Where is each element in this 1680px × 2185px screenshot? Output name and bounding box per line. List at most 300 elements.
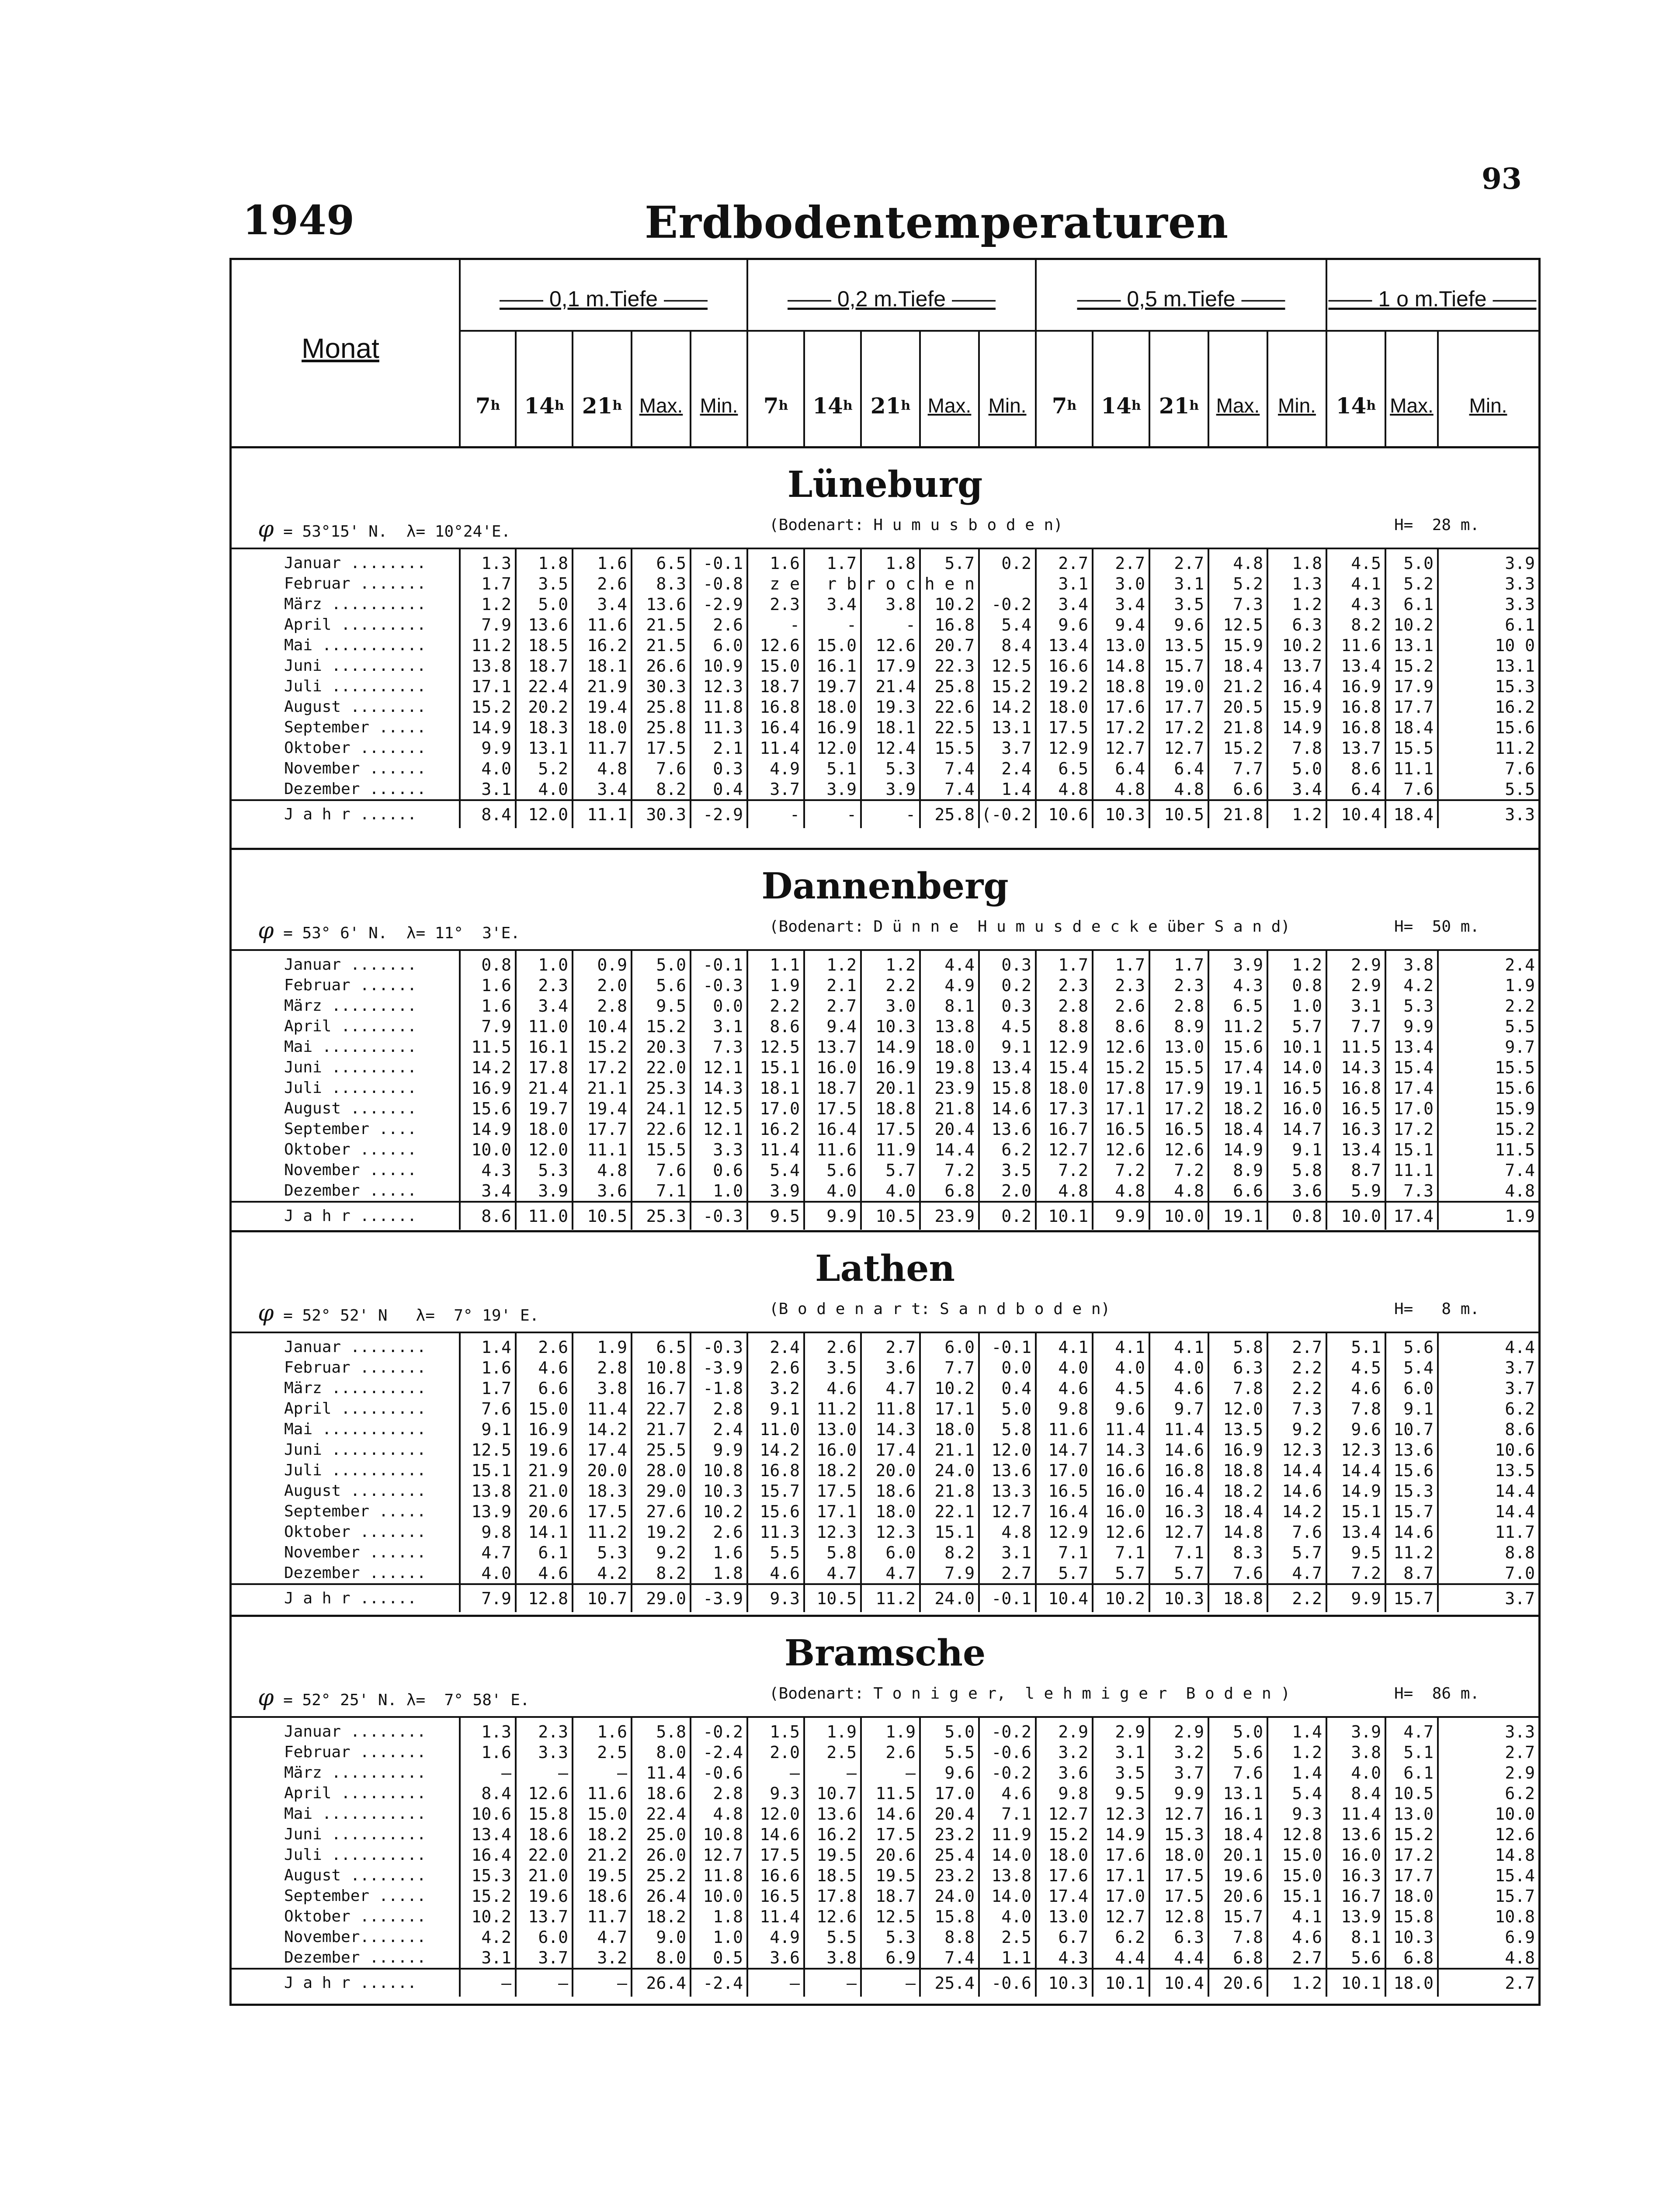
month-row bbox=[232, 975, 1538, 995]
temp-cell: 15.2 bbox=[573, 1037, 632, 1057]
month-label: Juli ......... bbox=[284, 1079, 417, 1097]
temp-cell: 19.4 bbox=[573, 697, 632, 717]
temp-cell: 8.8 bbox=[920, 1927, 979, 1947]
month-label: April ........ bbox=[284, 1017, 417, 1035]
temp-cell: 22.6 bbox=[632, 1119, 691, 1139]
temp-cell: 1.2 bbox=[861, 951, 920, 975]
temp-cell: 18.1 bbox=[573, 656, 632, 676]
temp-cell: 15.2 bbox=[632, 1016, 691, 1037]
temp-cell: 3.8 bbox=[804, 1947, 861, 1969]
temp-cell: 9.5 bbox=[1093, 1783, 1149, 1803]
temp-cell: 2.1 bbox=[691, 738, 747, 758]
temp-cell: 3.4 bbox=[573, 594, 632, 614]
temp-cell: 9.8 bbox=[1036, 1398, 1093, 1419]
temp-cell: 14.2 bbox=[1267, 1501, 1326, 1522]
temp-cell: 20.3 bbox=[632, 1037, 691, 1057]
month-label: August ........ bbox=[284, 1866, 427, 1884]
temp-cell: 3.9 bbox=[1208, 951, 1267, 975]
column-header: 14 h bbox=[1101, 392, 1141, 419]
temp-cell: 2.2 bbox=[1267, 1584, 1326, 1612]
temp-cell: 14.2 bbox=[979, 697, 1036, 717]
temp-cell: 9.9 bbox=[1326, 1584, 1385, 1612]
temp-cell: 1.9 bbox=[747, 975, 804, 995]
temp-cell: — bbox=[804, 1969, 861, 1997]
temp-cell: 20.6 bbox=[1208, 1969, 1267, 1997]
temp-cell: 13.4 bbox=[1036, 635, 1093, 656]
temp-cell: 9.5 bbox=[747, 1202, 804, 1230]
temp-cell: 3.5 bbox=[1149, 594, 1208, 614]
temp-cell: 14.2 bbox=[460, 1057, 516, 1078]
temp-cell: 4.7 bbox=[1385, 1718, 1438, 1742]
temp-cell: 13.5 bbox=[1438, 1460, 1538, 1481]
temp-cell: 5.0 bbox=[516, 594, 573, 614]
column-header: Min. bbox=[1278, 394, 1316, 417]
temp-cell: 1.4 bbox=[1267, 1718, 1326, 1742]
temp-cell: 15.4 bbox=[1036, 1057, 1093, 1078]
temp-cell: 23.9 bbox=[920, 1202, 979, 1230]
temp-cell: 0.3 bbox=[979, 951, 1036, 975]
temp-cell: 8.8 bbox=[1036, 1016, 1093, 1037]
temp-cell: 11.4 bbox=[747, 1906, 804, 1927]
temp-cell: 9.6 bbox=[1326, 1419, 1385, 1439]
station-height: H= 50 m. bbox=[1394, 918, 1480, 936]
temp-cell: 15.6 bbox=[1208, 1037, 1267, 1057]
temp-cell: 12.7 bbox=[979, 1501, 1036, 1522]
station-height: H= 28 m. bbox=[1394, 516, 1480, 534]
temp-cell: 1.7 bbox=[1149, 951, 1208, 975]
depth-group-header bbox=[460, 286, 747, 312]
temp-cell: 13.9 bbox=[1326, 1906, 1385, 1927]
temp-cell: 7.6 bbox=[1208, 1762, 1267, 1783]
temp-cell: 10.4 bbox=[573, 1016, 632, 1037]
temp-cell: 15.6 bbox=[460, 1098, 516, 1119]
temp-cell: 3.0 bbox=[861, 995, 920, 1016]
temp-cell: 5.0 bbox=[1208, 1718, 1267, 1742]
temp-cell: 3.3 bbox=[1438, 800, 1538, 828]
soil-type: (B o d e n a r t: S a n d b o d e n) bbox=[769, 1300, 1111, 1318]
temp-cell: 7.1 bbox=[1093, 1542, 1149, 1563]
temp-cell: 16.0 bbox=[1093, 1501, 1149, 1522]
temp-cell: 5.6 bbox=[1385, 1333, 1438, 1357]
temp-cell: 6.6 bbox=[1208, 1180, 1267, 1202]
temp-cell: 2.4 bbox=[979, 758, 1036, 779]
month-row bbox=[232, 1886, 1538, 1906]
temp-cell: 7.2 bbox=[1326, 1563, 1385, 1584]
temp-cell: 21.8 bbox=[1208, 800, 1267, 828]
month-row bbox=[232, 1160, 1538, 1180]
temp-cell: 15.1 bbox=[747, 1057, 804, 1078]
temp-cell: 6.0 bbox=[516, 1927, 573, 1947]
temp-cell: 16.1 bbox=[804, 656, 861, 676]
temp-cell: 13.1 bbox=[1208, 1783, 1267, 1803]
month-row bbox=[232, 1180, 1538, 1202]
temp-cell: 3.7 bbox=[1149, 1762, 1208, 1783]
temp-cell: 5.2 bbox=[1208, 573, 1267, 594]
temp-cell: 13.6 bbox=[979, 1119, 1036, 1139]
temp-cell: 15.3 bbox=[460, 1865, 516, 1886]
temp-cell: 16.9 bbox=[516, 1419, 573, 1439]
temp-cell: 10.7 bbox=[1385, 1419, 1438, 1439]
temp-cell: 20.6 bbox=[1208, 1886, 1267, 1906]
temp-cell: 22.7 bbox=[632, 1398, 691, 1419]
temp-cell: 11.0 bbox=[516, 1016, 573, 1037]
temp-cell: 26.4 bbox=[632, 1969, 691, 1997]
month-label: Oktober ....... bbox=[284, 739, 427, 757]
temp-cell: 15.1 bbox=[920, 1522, 979, 1542]
temp-cell: 16.8 bbox=[1326, 697, 1385, 717]
temp-cell: 2.7 bbox=[804, 995, 861, 1016]
temp-cell: 5.5 bbox=[804, 1927, 861, 1947]
temp-cell: 7.3 bbox=[1385, 1180, 1438, 1202]
temp-cell: 15.7 bbox=[1438, 1886, 1538, 1906]
temp-cell: 2.2 bbox=[747, 995, 804, 1016]
depth-label: —— 1 o m.Tiefe —— bbox=[1328, 287, 1537, 311]
temp-cell: 5.3 bbox=[516, 1160, 573, 1180]
month-label: Juni .......... bbox=[284, 656, 427, 675]
temp-cell: 3.3 bbox=[1438, 1718, 1538, 1742]
month-row bbox=[232, 1398, 1538, 1419]
temp-cell: 10.9 bbox=[691, 656, 747, 676]
temp-cell: 5.7 bbox=[920, 549, 979, 573]
temp-cell: 6.8 bbox=[1208, 1947, 1267, 1969]
temp-cell: 10.5 bbox=[1149, 800, 1208, 828]
temp-cell: 15.8 bbox=[1385, 1906, 1438, 1927]
month-label: März .......... bbox=[284, 1379, 427, 1397]
temp-cell: 7.0 bbox=[1438, 1563, 1538, 1584]
temp-cell: 10.6 bbox=[1036, 800, 1093, 828]
temp-cell: 1.6 bbox=[573, 549, 632, 573]
temp-cell: 11.4 bbox=[1326, 1803, 1385, 1824]
temp-cell: 17.2 bbox=[1149, 1098, 1208, 1119]
temp-cell: 15.2 bbox=[460, 697, 516, 717]
temp-cell: 16.5 bbox=[1149, 1119, 1208, 1139]
temp-cell: 26.6 bbox=[632, 656, 691, 676]
temp-cell: 25.8 bbox=[632, 717, 691, 738]
temp-cell: 1.8 bbox=[1267, 549, 1326, 573]
month-row bbox=[232, 1016, 1538, 1037]
column-header: 7 h bbox=[763, 392, 788, 419]
temp-cell: 1.2 bbox=[1267, 1969, 1326, 1997]
year-row bbox=[232, 1969, 1538, 1997]
temp-cell: 14.3 bbox=[1326, 1057, 1385, 1078]
temp-cell: 16.3 bbox=[1326, 1865, 1385, 1886]
temp-cell: 17.2 bbox=[573, 1057, 632, 1078]
temp-cell: 24.0 bbox=[920, 1886, 979, 1906]
temp-cell: h e n bbox=[920, 573, 979, 594]
temp-cell: 10.2 bbox=[920, 1378, 979, 1398]
temp-cell: 3.1 bbox=[1093, 1742, 1149, 1762]
temp-cell: 2.3 bbox=[1036, 975, 1093, 995]
temp-cell: 9.7 bbox=[1149, 1398, 1208, 1419]
temp-cell: 7.8 bbox=[1326, 1398, 1385, 1419]
temp-cell: 17.1 bbox=[804, 1501, 861, 1522]
month-row bbox=[232, 614, 1538, 635]
temp-cell: 5.4 bbox=[979, 614, 1036, 635]
temp-cell: 11.9 bbox=[979, 1824, 1036, 1845]
temp-cell: 18.6 bbox=[516, 1824, 573, 1845]
temp-cell: 19.2 bbox=[1036, 676, 1093, 697]
temp-cell: 0.8 bbox=[1267, 975, 1326, 995]
temp-cell: 1.9 bbox=[1438, 1202, 1538, 1230]
temp-cell: 14.7 bbox=[1036, 1439, 1093, 1460]
temp-cell: 1.6 bbox=[460, 995, 516, 1016]
phi-symbol: φ bbox=[258, 918, 274, 944]
temp-cell: 3.4 bbox=[516, 995, 573, 1016]
temp-cell: 15.0 bbox=[747, 656, 804, 676]
temp-cell: 11.3 bbox=[747, 1522, 804, 1542]
temp-cell: 10.5 bbox=[804, 1584, 861, 1612]
temp-cell: 10.2 bbox=[1267, 635, 1326, 656]
temp-cell: 18.4 bbox=[1385, 800, 1438, 828]
temp-cell: 13.4 bbox=[1326, 1139, 1385, 1160]
temp-cell: 1.2 bbox=[804, 951, 861, 975]
temp-cell: 29.0 bbox=[632, 1481, 691, 1501]
temp-cell: 15.3 bbox=[1385, 1481, 1438, 1501]
temp-cell: -0.3 bbox=[691, 1202, 747, 1230]
month-label: September ..... bbox=[284, 718, 427, 736]
month-label: Mai ........... bbox=[284, 1804, 427, 1823]
temp-cell: 17.4 bbox=[1208, 1057, 1267, 1078]
temp-cell: 17.0 bbox=[1385, 1098, 1438, 1119]
page-number: 93 bbox=[1482, 162, 1522, 196]
temp-cell: 6.5 bbox=[1036, 758, 1093, 779]
month-row bbox=[232, 1419, 1538, 1439]
column-header: 14 h bbox=[812, 392, 853, 419]
month-row bbox=[232, 1460, 1538, 1481]
temp-cell: 12.6 bbox=[747, 635, 804, 656]
temp-cell: 7.9 bbox=[460, 1584, 516, 1612]
temp-cell: 16.9 bbox=[460, 1078, 516, 1098]
temp-cell: 8.7 bbox=[1326, 1160, 1385, 1180]
temp-cell: 4.0 bbox=[1036, 1357, 1093, 1378]
temp-cell: 12.8 bbox=[1267, 1824, 1326, 1845]
temp-cell: 18.4 bbox=[1208, 1119, 1267, 1139]
temp-cell: 21.4 bbox=[516, 1078, 573, 1098]
temp-cell: 2.5 bbox=[979, 1927, 1036, 1947]
temp-cell: 20.4 bbox=[920, 1803, 979, 1824]
temp-cell: 12.8 bbox=[516, 1584, 573, 1612]
temp-cell: -1.8 bbox=[691, 1378, 747, 1398]
temp-cell: 18.5 bbox=[516, 635, 573, 656]
temp-cell: 12.8 bbox=[1149, 1906, 1208, 1927]
temp-cell: 16.2 bbox=[573, 635, 632, 656]
temp-cell: 4.2 bbox=[460, 1927, 516, 1947]
month-row bbox=[232, 549, 1538, 573]
temp-cell: 18.0 bbox=[1385, 1886, 1438, 1906]
temp-cell: 28.0 bbox=[632, 1460, 691, 1481]
temp-cell: -0.3 bbox=[691, 1333, 747, 1357]
temp-cell: 19.1 bbox=[1208, 1202, 1267, 1230]
temp-cell: 6.8 bbox=[1385, 1947, 1438, 1969]
temp-cell: 14.0 bbox=[1267, 1057, 1326, 1078]
temp-cell: 12.0 bbox=[747, 1803, 804, 1824]
temp-cell: 18.2 bbox=[804, 1460, 861, 1481]
temp-cell: 3.6 bbox=[861, 1357, 920, 1378]
temp-cell: 3.7 bbox=[1438, 1584, 1538, 1612]
temp-cell: 4.8 bbox=[1036, 1180, 1093, 1202]
temp-cell: -0.1 bbox=[691, 549, 747, 573]
month-row bbox=[232, 594, 1538, 614]
temp-cell: 3.3 bbox=[691, 1139, 747, 1160]
month-label: Januar ........ bbox=[284, 1722, 427, 1741]
temp-cell: 13.4 bbox=[979, 1057, 1036, 1078]
temp-cell: 10.4 bbox=[1326, 800, 1385, 828]
temp-cell: 14.6 bbox=[1267, 1481, 1326, 1501]
temp-cell: 5.1 bbox=[1385, 1742, 1438, 1762]
temp-cell: 0.5 bbox=[691, 1947, 747, 1969]
temp-cell: 4.7 bbox=[861, 1563, 920, 1584]
temp-cell: 4.1 bbox=[1326, 573, 1385, 594]
temp-cell: 6.5 bbox=[632, 549, 691, 573]
month-row bbox=[232, 1865, 1538, 1886]
month-label: Oktober ...... bbox=[284, 1140, 417, 1158]
temp-cell: 13.4 bbox=[1326, 1522, 1385, 1542]
temp-cell: -0.6 bbox=[979, 1969, 1036, 1997]
temp-cell: -2.9 bbox=[691, 800, 747, 828]
temp-cell: 15.0 bbox=[516, 1398, 573, 1419]
temp-cell: 9.1 bbox=[747, 1398, 804, 1419]
month-label: J a h r ...... bbox=[232, 800, 460, 828]
temp-cell: -2.4 bbox=[691, 1969, 747, 1997]
temp-cell: 13.3 bbox=[979, 1481, 1036, 1501]
temp-cell: 3.4 bbox=[804, 594, 861, 614]
temp-cell: 17.1 bbox=[1093, 1098, 1149, 1119]
temp-cell: 2.4 bbox=[747, 1333, 804, 1357]
temp-cell: — bbox=[460, 1969, 516, 1997]
month-label: Februar ...... bbox=[284, 976, 417, 994]
temp-cell: 16.4 bbox=[804, 1119, 861, 1139]
temp-cell: 12.6 bbox=[861, 635, 920, 656]
temp-cell: 15.2 bbox=[460, 1886, 516, 1906]
temp-cell: 9.9 bbox=[804, 1202, 861, 1230]
year-row bbox=[232, 800, 1538, 828]
temp-cell: 4.9 bbox=[747, 1927, 804, 1947]
phi-symbol: φ bbox=[258, 516, 274, 542]
temp-cell: 20.4 bbox=[920, 1119, 979, 1139]
temp-cell: 10.0 bbox=[1326, 1202, 1385, 1230]
temp-cell: 10.6 bbox=[1438, 1439, 1538, 1460]
temp-cell: r b bbox=[804, 573, 861, 594]
temp-cell: 6.4 bbox=[1093, 758, 1149, 779]
month-row bbox=[232, 1522, 1538, 1542]
temp-cell: 7.1 bbox=[1149, 1542, 1208, 1563]
temp-cell: 18.3 bbox=[516, 717, 573, 738]
temp-cell: 16.4 bbox=[460, 1845, 516, 1865]
temp-cell: 11.6 bbox=[573, 1783, 632, 1803]
phi-symbol: φ bbox=[258, 1300, 274, 1326]
temp-cell: 30.3 bbox=[632, 676, 691, 697]
temp-cell: 1.9 bbox=[861, 1718, 920, 1742]
temp-cell: 10.5 bbox=[573, 1202, 632, 1230]
temp-cell: 17.9 bbox=[861, 656, 920, 676]
temp-cell: 10.8 bbox=[632, 1357, 691, 1378]
temp-cell: 14.3 bbox=[1093, 1439, 1149, 1460]
temp-cell: 18.2 bbox=[1208, 1098, 1267, 1119]
temp-cell: 4.0 bbox=[804, 1180, 861, 1202]
temp-cell: 17.0 bbox=[920, 1783, 979, 1803]
temp-cell: 18.8 bbox=[1208, 1460, 1267, 1481]
column-header: 21 h bbox=[870, 392, 911, 419]
temp-cell: 17.5 bbox=[861, 1824, 920, 1845]
temp-cell: 16.6 bbox=[1036, 656, 1093, 676]
temp-cell: 18.4 bbox=[1208, 656, 1267, 676]
station-block-lüneburg bbox=[232, 446, 1538, 848]
temp-cell: 18.0 bbox=[1036, 697, 1093, 717]
temp-cell: 16.6 bbox=[747, 1865, 804, 1886]
temp-cell: 4.8 bbox=[1149, 1180, 1208, 1202]
temp-cell: 10.1 bbox=[1036, 1202, 1093, 1230]
temp-cell: 3.5 bbox=[804, 1357, 861, 1378]
temp-cell: 16.8 bbox=[747, 697, 804, 717]
temp-cell: 3.6 bbox=[1036, 1762, 1093, 1783]
temp-cell: 20.6 bbox=[861, 1845, 920, 1865]
temp-cell: 13.8 bbox=[460, 1481, 516, 1501]
temp-cell: 3.7 bbox=[1438, 1378, 1538, 1398]
station-coordinates bbox=[258, 516, 1525, 542]
month-row bbox=[232, 717, 1538, 738]
temp-cell: 0.8 bbox=[1267, 1202, 1326, 1230]
temp-cell: 5.6 bbox=[632, 975, 691, 995]
month-row bbox=[232, 1098, 1538, 1119]
temp-cell: 4.4 bbox=[1438, 1333, 1538, 1357]
temp-cell: 3.4 bbox=[1093, 594, 1149, 614]
temp-cell: 4.0 bbox=[1149, 1357, 1208, 1378]
temp-cell: 17.4 bbox=[573, 1439, 632, 1460]
temp-cell: 9.9 bbox=[691, 1439, 747, 1460]
temp-cell: 17.4 bbox=[1385, 1202, 1438, 1230]
temp-cell: 16.5 bbox=[1036, 1481, 1093, 1501]
month-label: November....... bbox=[284, 1928, 427, 1946]
station-name: Bramsche bbox=[784, 1632, 986, 1674]
temp-cell: 1.8 bbox=[861, 549, 920, 573]
temp-cell: 6.3 bbox=[1208, 1357, 1267, 1378]
column-header: 7 h bbox=[475, 392, 500, 419]
temp-cell: 14.9 bbox=[1208, 1139, 1267, 1160]
temp-cell: 13.9 bbox=[460, 1501, 516, 1522]
temp-cell: 3.4 bbox=[573, 779, 632, 800]
temp-cell: 4.0 bbox=[861, 1180, 920, 1202]
temp-cell: 3.6 bbox=[1267, 1180, 1326, 1202]
temp-cell: 5.0 bbox=[979, 1398, 1036, 1419]
coords-text: = 53° 6' N. λ= 11° 3'E. bbox=[274, 924, 520, 942]
temp-cell: 7.4 bbox=[920, 758, 979, 779]
temp-cell: 18.4 bbox=[1208, 1501, 1267, 1522]
temp-cell: 16.4 bbox=[1149, 1481, 1208, 1501]
temp-cell: 19.0 bbox=[1149, 676, 1208, 697]
temperature-table bbox=[229, 258, 1541, 2006]
temp-cell: — bbox=[861, 1969, 920, 1997]
temp-cell: 7.6 bbox=[1267, 1522, 1326, 1542]
temp-cell: 14.2 bbox=[573, 1419, 632, 1439]
month-row bbox=[232, 1378, 1538, 1398]
temp-cell: 11.2 bbox=[861, 1584, 920, 1612]
temp-cell: 14.4 bbox=[1438, 1481, 1538, 1501]
temp-cell: 18.8 bbox=[1208, 1584, 1267, 1612]
temp-cell: 21.7 bbox=[632, 1419, 691, 1439]
temp-cell: 16.7 bbox=[632, 1378, 691, 1398]
temp-cell: 19.3 bbox=[861, 697, 920, 717]
temp-cell: 12.4 bbox=[861, 738, 920, 758]
temp-cell: 18.3 bbox=[573, 1481, 632, 1501]
temp-cell: 14.9 bbox=[460, 1119, 516, 1139]
temp-cell: 4.1 bbox=[1267, 1906, 1326, 1927]
temp-cell: 9.3 bbox=[747, 1584, 804, 1612]
temp-cell: — bbox=[804, 1762, 861, 1783]
temp-cell: 8.2 bbox=[920, 1542, 979, 1563]
station-height: H= 86 m. bbox=[1394, 1685, 1480, 1703]
temp-cell: 16.5 bbox=[1267, 1078, 1326, 1098]
month-row bbox=[232, 1357, 1538, 1378]
